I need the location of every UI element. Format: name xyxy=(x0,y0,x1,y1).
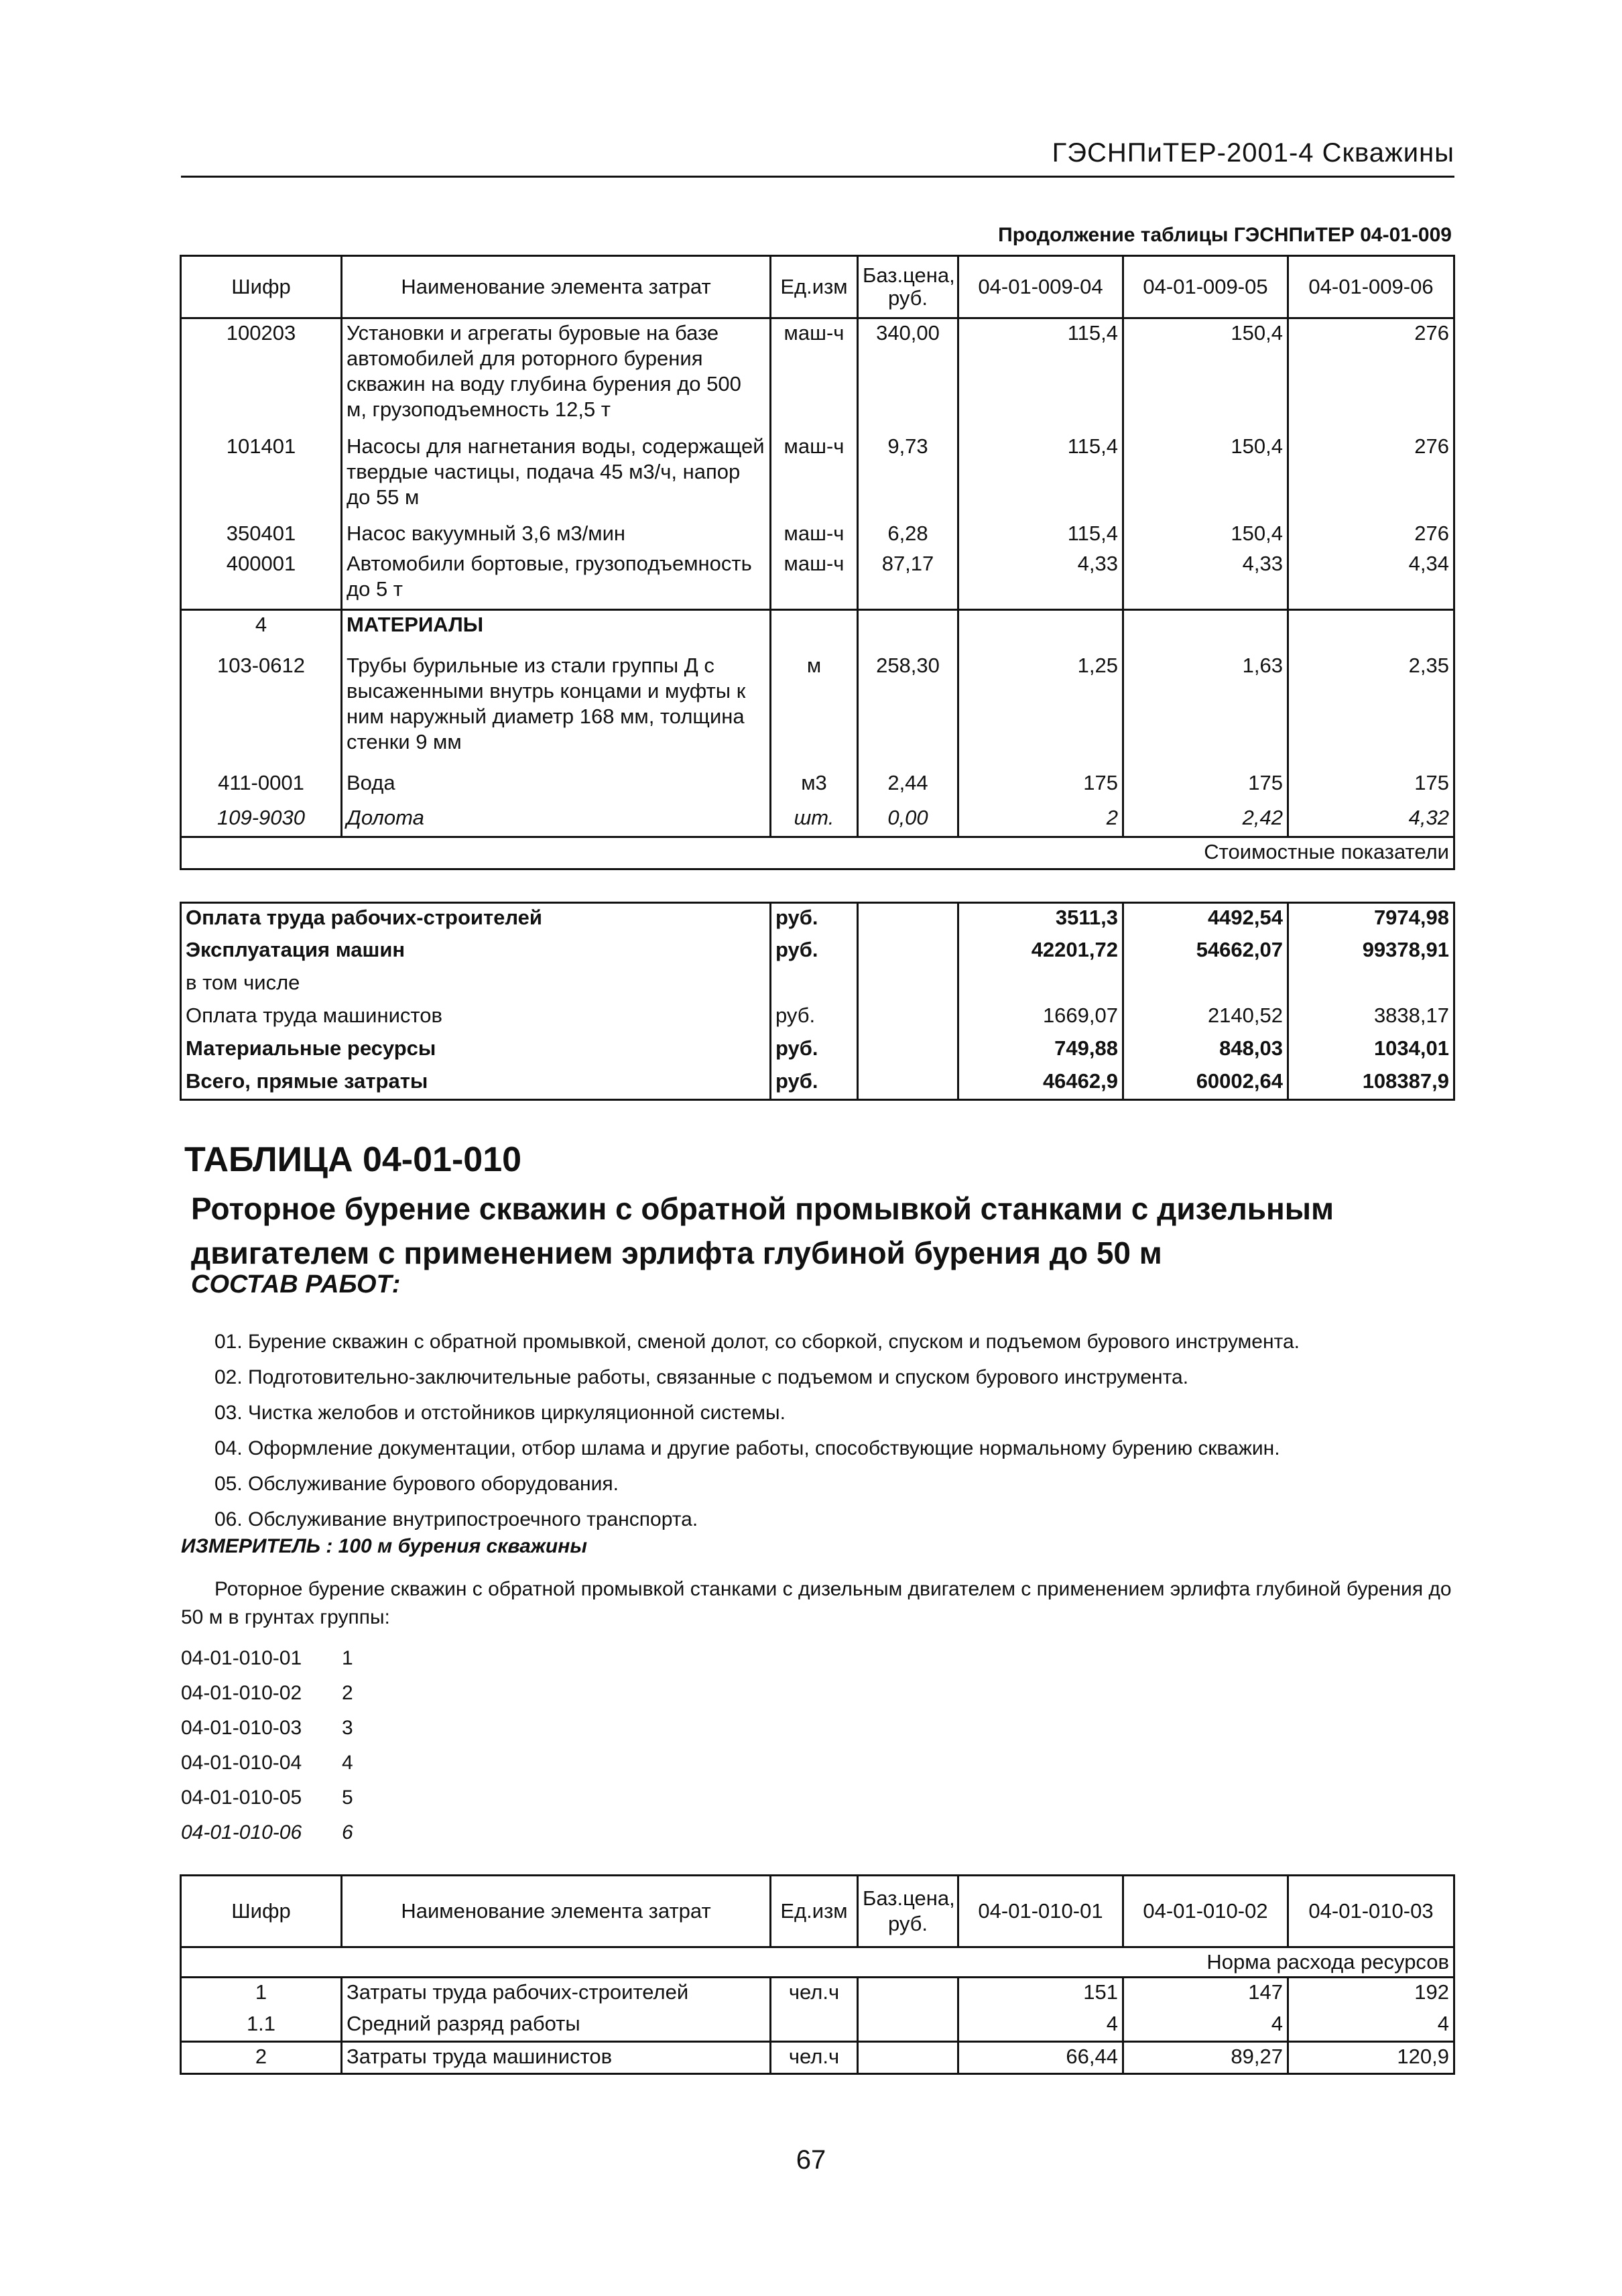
norm-label-row xyxy=(181,1947,1454,1978)
cell-price xyxy=(858,610,958,652)
cell-v1: 4,33 xyxy=(958,550,1123,610)
cell-price: 6,28 xyxy=(858,520,958,550)
cost-indicators-label: Стоимостные показатели xyxy=(181,837,1454,869)
cell-code: 109-9030 xyxy=(181,804,342,837)
col-header-unit: Ед.изм xyxy=(771,1876,858,1947)
cell-v3: 276 xyxy=(1288,520,1454,550)
col-header-name: Наименование элемента затрат xyxy=(342,256,771,318)
cell-v2: 2,42 xyxy=(1123,804,1288,837)
cell-v2: 89,27 xyxy=(1123,2042,1288,2074)
cell-v3: 4,34 xyxy=(1288,550,1454,610)
section-label: МАТЕРИАЛЫ xyxy=(342,610,771,652)
list-item xyxy=(181,1746,353,1780)
summary-unit: руб. xyxy=(771,1002,858,1034)
summary-price-empty xyxy=(858,1034,958,1067)
code: 04-01-010-04 xyxy=(181,1752,302,1774)
list-item: 01. Бурение скважин с обратной промывкой, сменой долот, со сборкой, спуском и подъемом бурового инструмента. xyxy=(214,1331,1300,1353)
table-row xyxy=(181,520,1454,550)
table-header-row xyxy=(181,256,1454,318)
cell-code: 100203 xyxy=(181,318,342,432)
norm-label: Норма расхода ресурсов xyxy=(181,1947,1454,1978)
header-rule xyxy=(181,176,1454,178)
cell-price xyxy=(858,1978,958,2010)
cell-v1: 66,44 xyxy=(958,2042,1123,2074)
cell-unit: маш-ч xyxy=(771,318,858,432)
col-header-v2: 04-01-009-05 xyxy=(1123,256,1288,318)
section-subtitle: Роторное бурение скважин с обратной промывкой станками с дизельным двигателем с применением эрлифта глубиной бурения до 50 м xyxy=(191,1191,1334,1270)
summary-v3: 1034,01 xyxy=(1288,1034,1454,1067)
col-header-v1: 04-01-010-01 xyxy=(958,1876,1123,1947)
cell-code: 400001 xyxy=(181,550,342,610)
col-header-unit: Ед.изм xyxy=(771,256,858,318)
continuation-title: Продолжение таблицы ГЭСНПиТЕР 04-01-009 xyxy=(998,224,1452,246)
cell-price: 2,44 xyxy=(858,769,958,804)
summary-v1: 3511,3 xyxy=(958,903,1123,936)
summary-label: Всего, прямые затраты xyxy=(181,1067,771,1100)
summary-label: в том числе xyxy=(181,969,771,1002)
code: 04-01-010-06 xyxy=(181,1821,302,1844)
cell-code: 2 xyxy=(181,2042,342,2074)
cell-v1: 115,4 xyxy=(958,318,1123,432)
summary-unit: руб. xyxy=(771,1067,858,1100)
list-item: 04. Оформление документации, отбор шлама и другие работы, способствующие нормальному бурению скважин. xyxy=(214,1437,1280,1459)
cell-name: Затраты труда рабочих-строителей xyxy=(342,1978,771,2010)
intro-paragraph: Роторное бурение скважин с обратной промывкой станками с дизельным двигателем с применением эрлифта глубиной бурения до 50 м в грунтах группы: xyxy=(181,1578,1452,1628)
table-row xyxy=(181,2042,1454,2074)
cell-v2: 150,4 xyxy=(1123,432,1288,520)
cell-v3: 4 xyxy=(1288,2010,1454,2042)
table-row xyxy=(181,2010,1454,2042)
table-row xyxy=(181,652,1454,769)
cell-v2 xyxy=(1123,610,1288,652)
cell-v2: 150,4 xyxy=(1123,520,1288,550)
group: 4 xyxy=(342,1752,353,1774)
cell-price: 87,17 xyxy=(858,550,958,610)
cell-v1: 4 xyxy=(958,2010,1123,2042)
cell-unit: м xyxy=(771,652,858,769)
summary-v2: 60002,64 xyxy=(1123,1067,1288,1100)
cell-unit xyxy=(771,610,858,652)
cell-unit: м3 xyxy=(771,769,858,804)
summary-v1: 46462,9 xyxy=(958,1067,1123,1100)
table-header-row xyxy=(181,1876,1454,1947)
cell-v1: 151 xyxy=(958,1978,1123,2010)
cell-code: 1 xyxy=(181,1978,342,2010)
summary-row xyxy=(181,1002,1454,1034)
cell-v1: 115,4 xyxy=(958,432,1123,520)
summary-price-empty xyxy=(858,969,958,1002)
list-item xyxy=(181,1815,353,1850)
group: 6 xyxy=(342,1821,353,1844)
summary-v1: 42201,72 xyxy=(958,936,1123,969)
cell-v1: 1,25 xyxy=(958,652,1123,769)
cell-unit: шт. xyxy=(771,804,858,837)
summary-price-empty xyxy=(858,936,958,969)
col-header-v3: 04-01-010-03 xyxy=(1288,1876,1454,1947)
cell-name: Вода xyxy=(342,769,771,804)
cell-code: 1.1 xyxy=(181,2010,342,2042)
cell-v3: 276 xyxy=(1288,318,1454,432)
cell-price: 340,00 xyxy=(858,318,958,432)
cell-price: 9,73 xyxy=(858,432,958,520)
summary-unit: руб. xyxy=(771,1034,858,1067)
summary-v3 xyxy=(1288,969,1454,1002)
cell-v3: 175 xyxy=(1288,769,1454,804)
cell-v2: 147 xyxy=(1123,1978,1288,2010)
group: 5 xyxy=(342,1787,353,1809)
cell-v2: 4 xyxy=(1123,2010,1288,2042)
cell-name: Трубы бурильные из стали группы Д с высаженными внутрь концами и муфты к ним наружный диаметр 168 мм, толщина стенки 9 мм xyxy=(342,652,771,769)
measure-unit: ИЗМЕРИТЕЛЬ : 100 м бурения скважины xyxy=(181,1535,587,1557)
list-item: 05. Обслуживание бурового оборудования. xyxy=(214,1473,619,1495)
summary-price-empty xyxy=(858,1002,958,1034)
col-header-code: Шифр xyxy=(181,256,342,318)
group: 1 xyxy=(342,1647,353,1669)
summary-v1: 749,88 xyxy=(958,1034,1123,1067)
col-header-name: Наименование элемента затрат xyxy=(342,1876,771,1947)
code: 04-01-010-01 xyxy=(181,1647,302,1669)
cell-v3: 276 xyxy=(1288,432,1454,520)
table-row xyxy=(181,318,1454,432)
section-row-materials xyxy=(181,610,1454,652)
works-heading: СОСТАВ РАБОТ: xyxy=(191,1270,401,1298)
cell-unit: маш-ч xyxy=(771,432,858,520)
code: 04-01-010-03 xyxy=(181,1717,302,1739)
summary-row xyxy=(181,1067,1454,1100)
summary-label: Эксплуатация машин xyxy=(181,936,771,969)
cell-v1: 115,4 xyxy=(958,520,1123,550)
cell-v2: 4,33 xyxy=(1123,550,1288,610)
col-header-code: Шифр xyxy=(181,1876,342,1947)
cell-unit: чел.ч xyxy=(771,2042,858,2074)
summary-v1 xyxy=(958,969,1123,1002)
cell-name: Затраты труда машинистов xyxy=(342,2042,771,2074)
group: 3 xyxy=(342,1717,353,1739)
cell-v3: 4,32 xyxy=(1288,804,1454,837)
cell-code: 101401 xyxy=(181,432,342,520)
summary-v3: 108387,9 xyxy=(1288,1067,1454,1100)
cell-v3: 192 xyxy=(1288,1978,1454,2010)
cell-v2: 1,63 xyxy=(1123,652,1288,769)
summary-row xyxy=(181,936,1454,969)
cell-unit xyxy=(771,2010,858,2042)
table-row xyxy=(181,432,1454,520)
summary-unit: руб. xyxy=(771,936,858,969)
summary-label: Материальные ресурсы xyxy=(181,1034,771,1067)
list-item: 03. Чистка желобов и отстойников циркуляционной системы. xyxy=(214,1402,786,1424)
cell-name: Средний разряд работы xyxy=(342,2010,771,2042)
cell-name: Автомобили бортовые, грузоподъемность до 5 т xyxy=(342,550,771,610)
col-header-v1: 04-01-009-04 xyxy=(958,256,1123,318)
summary-v3: 7974,98 xyxy=(1288,903,1454,936)
summary-label: Оплата труда рабочих-строителей xyxy=(181,903,771,936)
summary-row xyxy=(181,969,1454,1002)
col-header-price: Баз.цена, руб. xyxy=(858,256,958,318)
cell-name: Долота xyxy=(342,804,771,837)
cell-price xyxy=(858,2042,958,2074)
col-header-price: Баз.цена, руб. xyxy=(858,1876,958,1947)
col-header-v3: 04-01-009-06 xyxy=(1288,256,1454,318)
resource-table-010 xyxy=(180,1874,1455,2075)
cell-code: 411-0001 xyxy=(181,769,342,804)
cell-name: Насосы для нагнетания воды, содержащей твердые частицы, подача 45 м3/ч, напор до 55 м xyxy=(342,432,771,520)
cell-code: 350401 xyxy=(181,520,342,550)
cell-v1 xyxy=(958,610,1123,652)
cell-unit: чел.ч xyxy=(771,1978,858,2010)
cell-v3: 2,35 xyxy=(1288,652,1454,769)
summary-v2 xyxy=(1123,969,1288,1002)
page-number: 67 xyxy=(796,2145,826,2175)
summary-v1: 1669,07 xyxy=(958,1002,1123,1034)
cell-price: 258,30 xyxy=(858,652,958,769)
cost-summary-table xyxy=(180,902,1455,1101)
cell-v3 xyxy=(1288,610,1454,652)
cell-v3: 120,9 xyxy=(1288,2042,1454,2074)
cell-name: Насос вакуумный 3,6 м3/мин xyxy=(342,520,771,550)
list-item: 02. Подготовительно-заключительные работы, связанные с подъемом и спуском бурового инструмента. xyxy=(214,1366,1189,1388)
summary-v2: 848,03 xyxy=(1123,1034,1288,1067)
col-header-v2: 04-01-010-02 xyxy=(1123,1876,1288,1947)
cell-v2: 150,4 xyxy=(1123,318,1288,432)
summary-row xyxy=(181,903,1454,936)
list-item xyxy=(181,1711,353,1746)
table-row xyxy=(181,769,1454,804)
list-item xyxy=(181,1676,353,1711)
group: 2 xyxy=(342,1682,353,1704)
cell-code: 103-0612 xyxy=(181,652,342,769)
cell-name: Установки и агрегаты буровые на базе автомобилей для роторного бурения скважин на воду глубина бурения до 500 м, грузоподъемность 12,5 т xyxy=(342,318,771,432)
codes-list xyxy=(181,1641,353,1850)
list-item xyxy=(181,1780,353,1815)
table-row xyxy=(181,1978,1454,2010)
summary-v2: 2140,52 xyxy=(1123,1002,1288,1034)
running-header: ГЭСНПиТЕР-2001-4 Скважины xyxy=(1052,138,1454,168)
cell-price: 0,00 xyxy=(858,804,958,837)
summary-price-empty xyxy=(858,903,958,936)
code: 04-01-010-02 xyxy=(181,1682,302,1704)
cell-price xyxy=(858,2010,958,2042)
cell-unit: маш-ч xyxy=(771,520,858,550)
summary-v3: 99378,91 xyxy=(1288,936,1454,969)
summary-v2: 54662,07 xyxy=(1123,936,1288,969)
cost-indicators-row xyxy=(181,837,1454,869)
summary-v3: 3838,17 xyxy=(1288,1002,1454,1034)
summary-label: Оплата труда машинистов xyxy=(181,1002,771,1034)
list-item: 06. Обслуживание внутрипостроечного транспорта. xyxy=(214,1508,698,1530)
table-row xyxy=(181,550,1454,610)
summary-row xyxy=(181,1034,1454,1067)
list-item xyxy=(181,1641,353,1676)
cell-code: 4 xyxy=(181,610,342,652)
resource-table-009 xyxy=(180,255,1455,870)
table-row xyxy=(181,804,1454,837)
cell-v1: 175 xyxy=(958,769,1123,804)
cell-unit: маш-ч xyxy=(771,550,858,610)
section-title: ТАБЛИЦА 04-01-010 xyxy=(184,1140,522,1179)
summary-unit xyxy=(771,969,858,1002)
works-list xyxy=(214,1324,1454,1537)
cell-v2: 175 xyxy=(1123,769,1288,804)
code: 04-01-010-05 xyxy=(181,1787,302,1809)
summary-unit: руб. xyxy=(771,903,858,936)
cell-v1: 2 xyxy=(958,804,1123,837)
summary-price-empty xyxy=(858,1067,958,1100)
summary-v2: 4492,54 xyxy=(1123,903,1288,936)
